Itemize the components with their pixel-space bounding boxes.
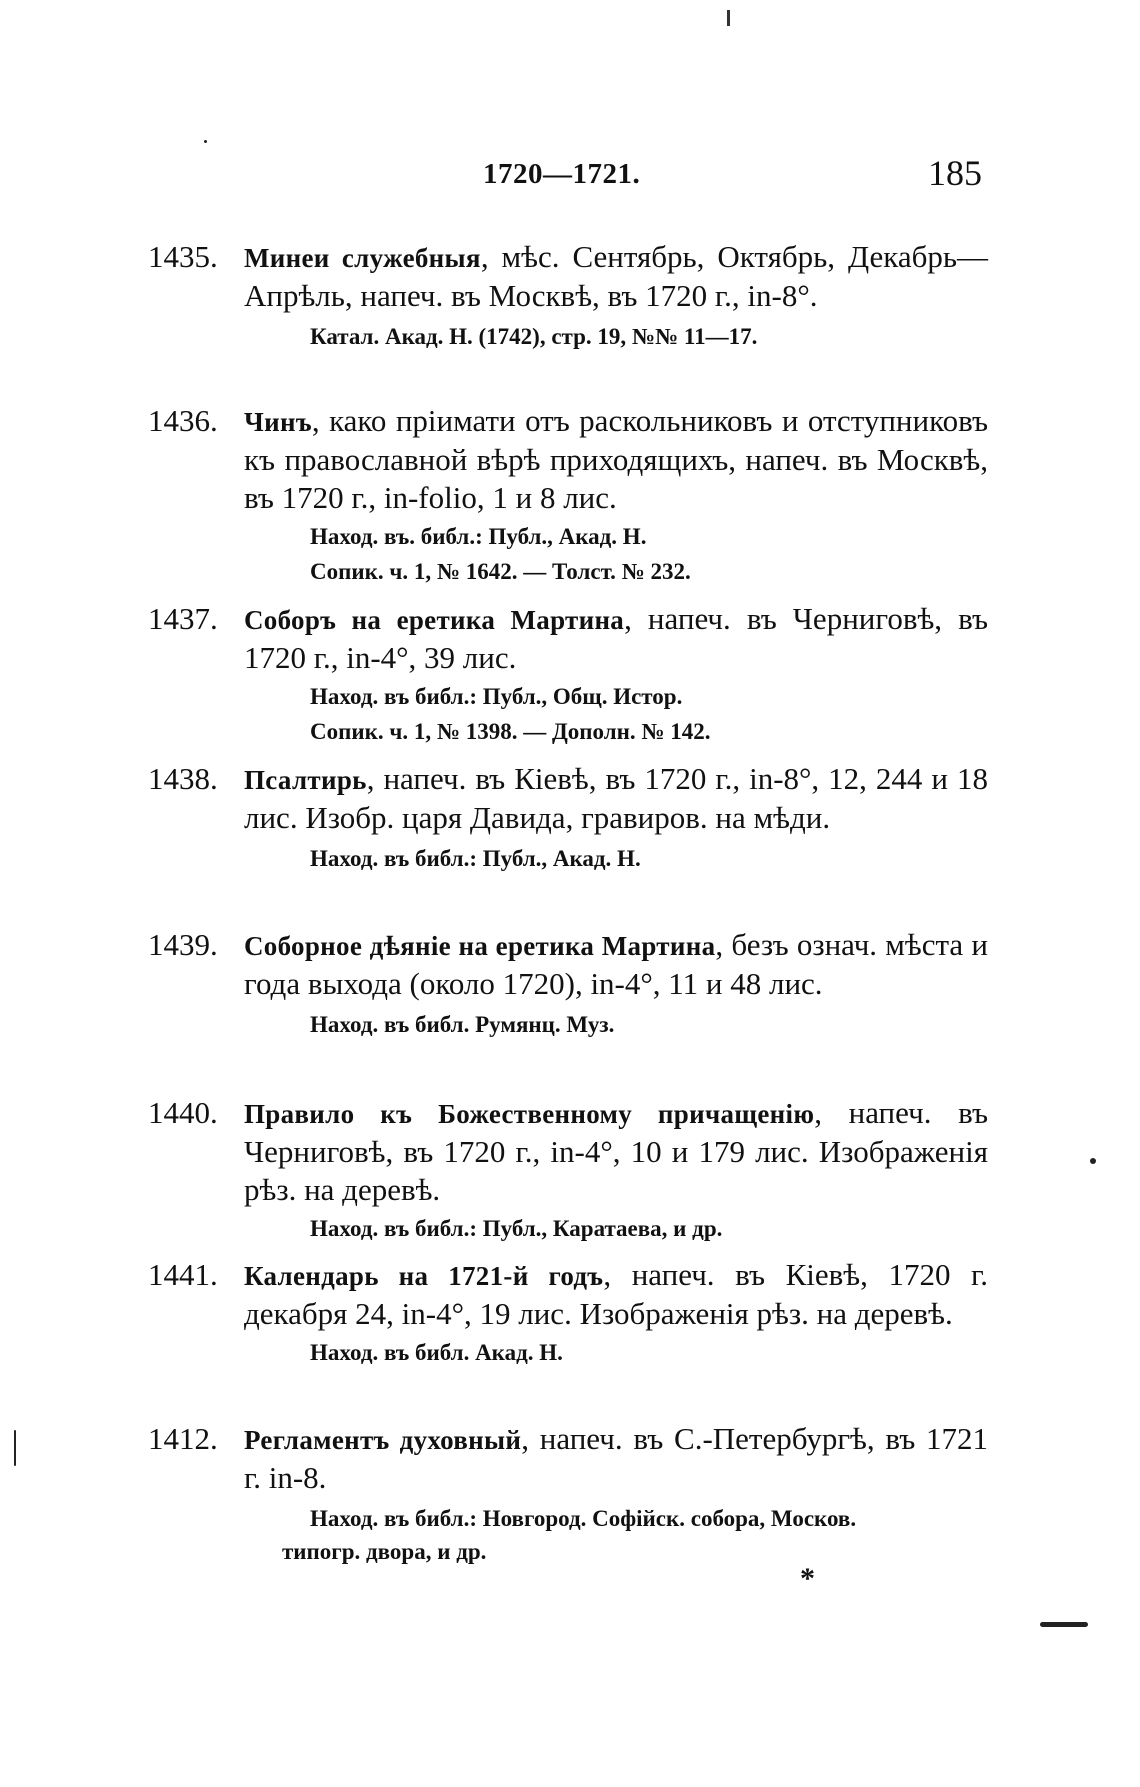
entry-title: Правило къ Божественному причащенію xyxy=(244,1099,815,1129)
entry-number: 1436. xyxy=(148,403,218,438)
entry-description xyxy=(244,238,988,315)
entry-description xyxy=(244,1094,988,1209)
entry-description xyxy=(244,1420,988,1497)
entry-1438 xyxy=(148,760,988,876)
page-header xyxy=(0,153,1140,198)
entry-note: типогр. двора, и др. xyxy=(282,1539,487,1564)
entry-text: , безъ означ. мѣста и года выхода (около 1720), in-4°, 11 и 48 лис. xyxy=(244,927,988,1001)
entry-number: 1435. xyxy=(148,239,218,274)
footer-asterisk: * xyxy=(800,1562,815,1595)
entry-number: 1437. xyxy=(148,601,218,636)
scan-dash-mark xyxy=(1040,1622,1088,1627)
entry-text: , напеч. въ Черниговѣ, въ 1720 г., in-4°, 39 лис. xyxy=(244,601,988,675)
entry-title: Регламентъ духовный xyxy=(244,1425,522,1455)
entry-title: Чинъ xyxy=(244,407,312,437)
entry-text: , како пріимати отъ раскольниковъ и отступниковъ къ православной вѣрѣ приходящихъ, напеч. въ Москвѣ, въ 1720 г., in-folio, 1 и 8 лис. xyxy=(244,403,988,515)
entry-1436 xyxy=(148,402,988,589)
entry-title: Псалтирь xyxy=(244,765,367,795)
entry-description xyxy=(244,926,988,1003)
entry-1439 xyxy=(148,926,988,1042)
entry-note: Наход. въ библ. Румянц. Муз. xyxy=(310,1012,615,1037)
header-years: 1720—1721. xyxy=(483,158,641,190)
scan-speck xyxy=(1090,1158,1096,1164)
scan-mark xyxy=(727,10,730,26)
entry-title: Календарь на 1721-й годъ xyxy=(244,1261,604,1291)
entry-title: Минеи служебныя xyxy=(244,243,481,273)
entry-description xyxy=(244,600,988,677)
entry-description xyxy=(244,1256,988,1333)
entry-number: 1412. xyxy=(148,1421,218,1456)
entry-text: , напеч. въ Кіевѣ, 1720 г. декабря 24, in-4°, 19 лис. Изображенія рѣз. на деревѣ. xyxy=(244,1257,988,1331)
entry-text: , напеч. въ Кіевѣ, въ 1720 г., in-8°, 12, 244 и 18 лис. Изобр. царя Давида, гравиров. на мѣди. xyxy=(244,761,988,835)
entry-number: 1441. xyxy=(148,1257,218,1292)
entry-1441 xyxy=(148,1256,988,1370)
entry-1412 xyxy=(148,1420,988,1569)
entry-note: Сопик. ч. 1, № 1398. — Дополн. № 142. xyxy=(310,719,711,744)
entry-number: 1438. xyxy=(148,761,218,796)
entry-1437 xyxy=(148,600,988,749)
entry-number: 1440. xyxy=(148,1095,218,1130)
entry-description xyxy=(244,760,988,837)
entry-text: , напеч. въ С.-Петербургѣ, въ 1721 г. in-8. xyxy=(244,1421,988,1495)
entry-note: Сопик. ч. 1, № 1642. — Толст. № 232. xyxy=(310,559,691,584)
entry-description xyxy=(244,402,988,517)
entry-note: Катал. Акад. Н. (1742), стр. 19, №№ 11—17. xyxy=(310,324,758,349)
scan-speck xyxy=(14,1430,16,1466)
entry-note: Наход. въ библ. Акад. Н. xyxy=(310,1340,563,1365)
entry-note: Наход. въ библ.: Новгород. Софійск. собора, Москов. xyxy=(310,1506,857,1531)
scan-speck xyxy=(204,140,207,143)
entry-title: Соборъ на еретика Мартина xyxy=(244,605,625,635)
entry-title: Соборное дѣяніе на еретика Мартина xyxy=(244,931,716,961)
entry-note: Наход. въ. библ.: Публ., Акад. Н. xyxy=(310,524,647,549)
entry-note: Наход. въ библ.: Публ., Акад. Н. xyxy=(310,846,641,871)
entry-1435 xyxy=(148,238,988,354)
entry-note: Наход. въ библ.: Публ., Каратаева, и др. xyxy=(310,1216,723,1241)
page-number: 185 xyxy=(928,153,982,193)
entry-note: Наход. въ библ.: Публ., Общ. Истор. xyxy=(310,684,683,709)
entry-text: , напеч. въ Черниговѣ, въ 1720 г., in-4°, 10 и 179 лис. Изображенія рѣз. на деревѣ. xyxy=(244,1095,988,1207)
entry-1440 xyxy=(148,1094,988,1246)
entry-number: 1439. xyxy=(148,927,218,962)
entry-text: , мѣс. Сентябрь, Октябрь, Декабрь—Апрѣль, напеч. въ Москвѣ, въ 1720 г., in-8°. xyxy=(244,239,988,313)
